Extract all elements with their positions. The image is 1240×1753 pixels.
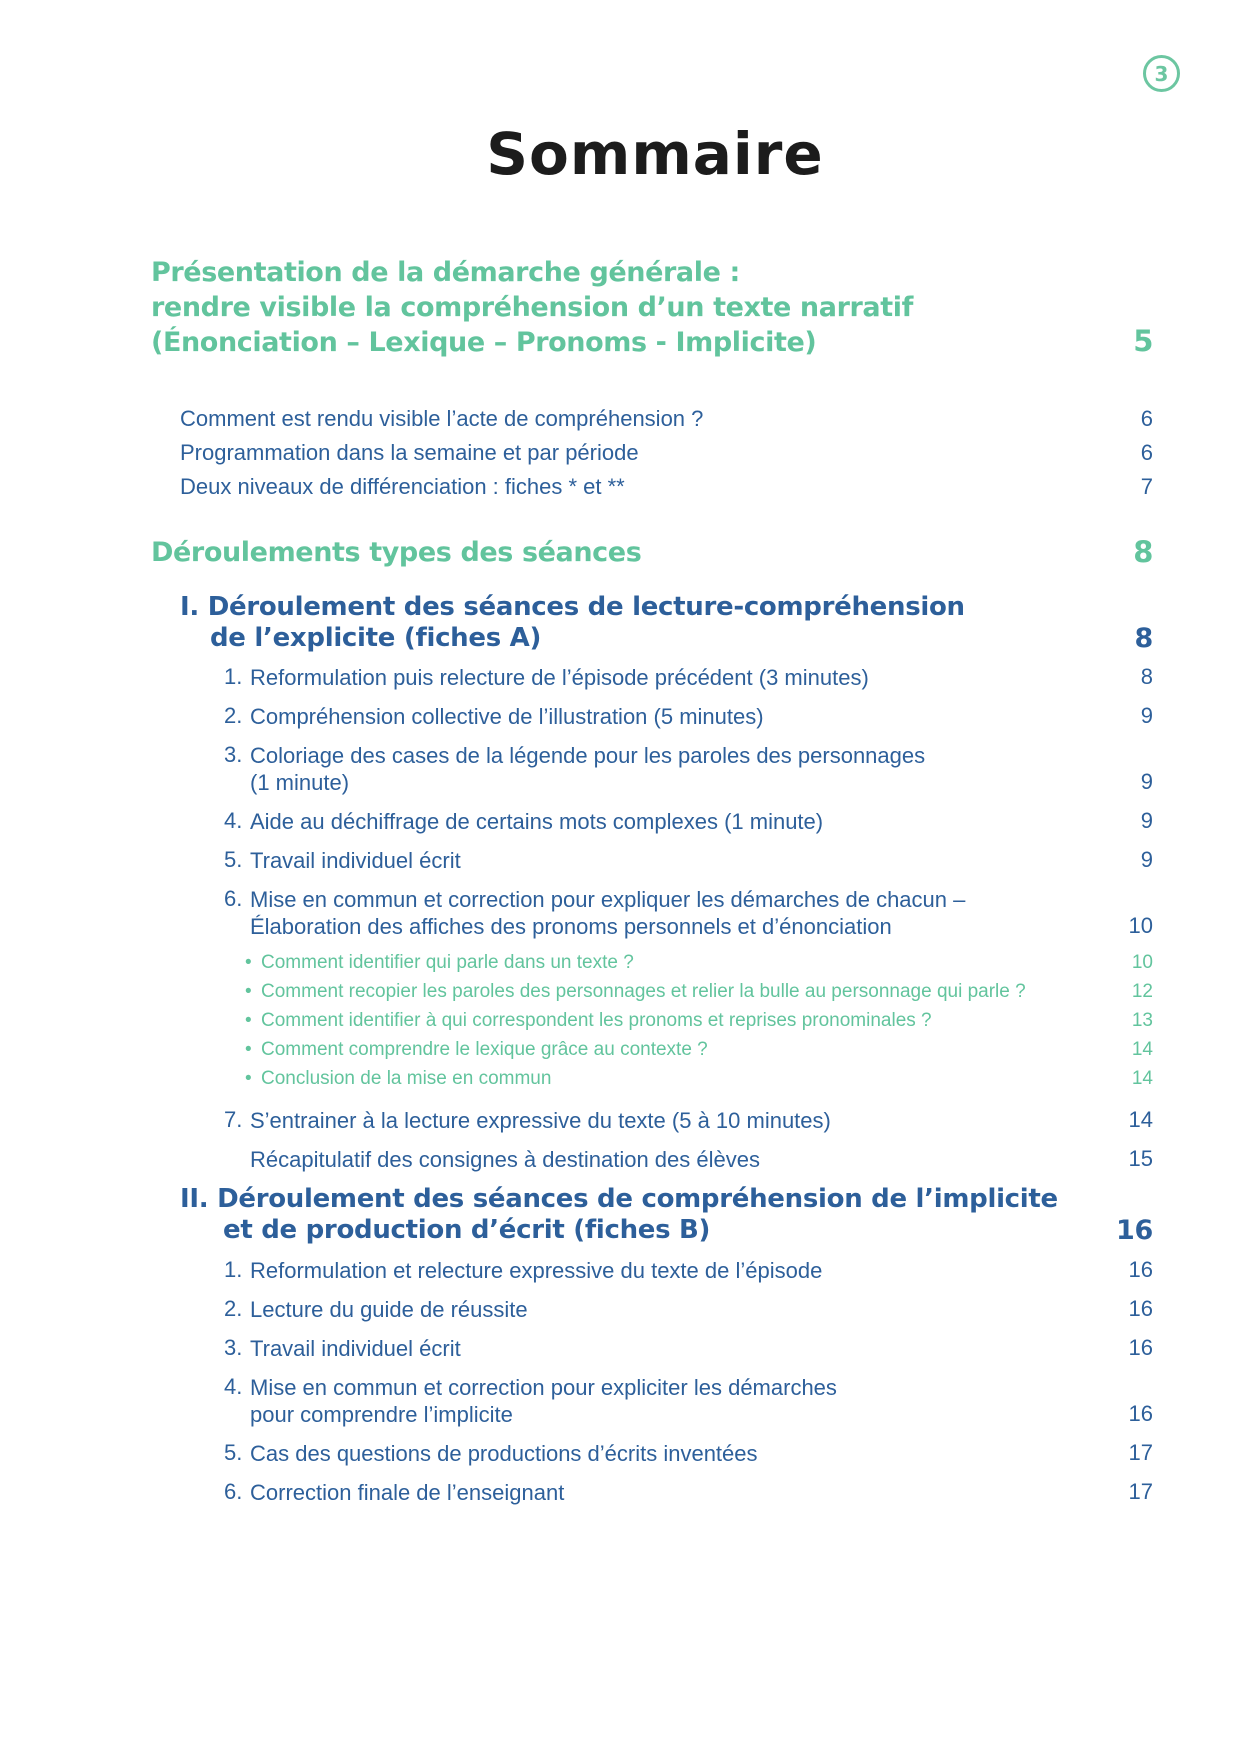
toc-page-number: 8 xyxy=(1140,664,1153,689)
toc-page-number: 9 xyxy=(1140,847,1153,872)
page-number-badge: 3 xyxy=(1143,55,1180,92)
toc-page-number: 16 xyxy=(1128,1296,1153,1321)
toc-page-number: 12 xyxy=(1131,981,1153,1002)
toc-entry-label: Correction finale de l’enseignant xyxy=(250,1480,565,1505)
toc-page-number: 10 xyxy=(1128,913,1153,938)
toc-page-number: 16 xyxy=(1128,1401,1153,1426)
toc-page-number: 9 xyxy=(1140,769,1153,794)
toc-entry-number: 7. xyxy=(224,1107,243,1132)
toc-entry-label: Mise en commun et correction pour expliciter les démarches xyxy=(250,1375,837,1400)
toc-entry-label: (1 minute) xyxy=(250,770,350,795)
toc-entry-label: Compréhension collective de l’illustration (5 minutes) xyxy=(250,704,764,729)
toc-entry-label: Cas des questions de productions d’écrits inventées xyxy=(250,1441,758,1466)
toc-sub-entry-label: Comment comprendre le lexique grâce au contexte ? xyxy=(261,1039,708,1060)
toc-page-number: 14 xyxy=(1131,1068,1153,1089)
toc-entry-number: 4. xyxy=(224,1374,243,1399)
toc-entry-label: Élaboration des affiches des pronoms personnels et d’énonciation xyxy=(250,914,892,939)
toc-entry-label: pour comprendre l’implicite xyxy=(250,1402,513,1427)
toc-sub-entry-label: Comment recopier les paroles des personnages et relier la bulle au personnage qui parle ? xyxy=(261,981,1026,1002)
bullet-icon: • xyxy=(245,952,252,973)
toc-heading: Déroulements types des séances xyxy=(151,537,642,568)
toc-page-number: 5 xyxy=(1133,324,1153,358)
bullet-icon: • xyxy=(245,981,252,1002)
toc-entry-number: 3. xyxy=(224,742,243,767)
toc-heading-line: Présentation de la démarche générale : xyxy=(151,257,740,288)
toc-page-number: 9 xyxy=(1140,808,1153,833)
toc-entry-label: Deux niveaux de différenciation : fiches * et ** xyxy=(180,474,625,499)
toc-page-number: 16 xyxy=(1128,1257,1153,1282)
toc-entry-label: Récapitulatif des consignes à destination des élèves xyxy=(250,1147,760,1172)
toc-entry-label: Comment est rendu visible l’acte de compréhension ? xyxy=(180,406,704,431)
toc-part-heading-line: I. Déroulement des séances de lecture-compréhension xyxy=(180,592,965,622)
toc-page-number: 17 xyxy=(1128,1479,1153,1504)
toc-page-number: 16 xyxy=(1116,1215,1153,1246)
toc-entry-number: 6. xyxy=(224,886,243,911)
toc-entry-number: 1. xyxy=(224,664,243,689)
toc-page-number: 6 xyxy=(1140,440,1153,465)
toc-page-number: 14 xyxy=(1131,1039,1153,1060)
toc-page-number: 16 xyxy=(1128,1335,1153,1360)
toc-entry-label: Travail individuel écrit xyxy=(250,848,461,873)
toc-part-heading-line: de l’explicite (fiches A) xyxy=(210,623,542,653)
toc-entry-label: Reformulation puis relecture de l’épisode précédent (3 minutes) xyxy=(250,665,869,690)
toc-entry-number: 5. xyxy=(224,1440,243,1465)
toc-sub-entry-label: Comment identifier qui parle dans un texte ? xyxy=(261,952,634,973)
toc-entry-number: 2. xyxy=(224,703,243,728)
toc-entry-number: 5. xyxy=(224,847,243,872)
toc-part-heading-line: et de production d’écrit (fiches B) xyxy=(223,1215,711,1245)
toc-entry-label: Reformulation et relecture expressive du texte de l’épisode xyxy=(250,1258,823,1283)
toc-entry-presentation[interactable] xyxy=(0,255,1240,365)
toc-page-number: 17 xyxy=(1128,1440,1153,1465)
toc-page-number: 8 xyxy=(1134,623,1153,654)
toc-part-heading-line: II. Déroulement des séances de compréhension de l’implicite xyxy=(180,1184,1058,1214)
toc-entry-label: Aide au déchiffrage de certains mots complexes (1 minute) xyxy=(250,809,824,834)
bullet-icon: • xyxy=(245,1068,252,1089)
toc-entry-number: 6. xyxy=(224,1479,243,1504)
toc-heading-line: rendre visible la compréhension d’un texte narratif xyxy=(151,292,913,323)
page-title: Sommaire xyxy=(486,120,824,188)
toc-page-number: 8 xyxy=(1133,535,1153,569)
toc-page-number: 10 xyxy=(1131,952,1153,973)
toc-page-number: 9 xyxy=(1140,703,1153,728)
toc-heading-line: (Énonciation – Lexique – Pronoms - Implicite) xyxy=(151,327,817,358)
toc-entry-label: Coloriage des cases de la légende pour les paroles des personnages xyxy=(250,743,926,768)
toc-page-number: 6 xyxy=(1140,406,1153,431)
toc-entry-number: 4. xyxy=(224,808,243,833)
toc-entry-label: Programmation dans la semaine et par période xyxy=(180,440,639,465)
toc-entry-number: 1. xyxy=(224,1257,243,1282)
toc-page-number: 15 xyxy=(1128,1146,1153,1171)
toc-entry-label: S’entrainer à la lecture expressive du texte (5 à 10 minutes) xyxy=(250,1108,831,1133)
toc-entry-label: Mise en commun et correction pour expliquer les démarches de chacun – xyxy=(250,887,966,912)
toc-entry-number: 3. xyxy=(224,1335,243,1360)
toc-entry-label: Travail individuel écrit xyxy=(250,1336,461,1361)
toc-page-number: 14 xyxy=(1128,1107,1153,1132)
bullet-icon: • xyxy=(245,1010,252,1031)
toc-sub-entry-label: Conclusion de la mise en commun xyxy=(261,1068,552,1089)
toc-entry-number: 2. xyxy=(224,1296,243,1321)
toc-page-number: 13 xyxy=(1131,1010,1153,1031)
toc-entry-label: Lecture du guide de réussite xyxy=(250,1297,528,1322)
toc-page-number: 7 xyxy=(1140,474,1153,499)
bullet-icon: • xyxy=(245,1039,252,1060)
toc-sub-entry-label: Comment identifier à qui correspondent les pronoms et reprises pronominales ? xyxy=(261,1010,932,1031)
